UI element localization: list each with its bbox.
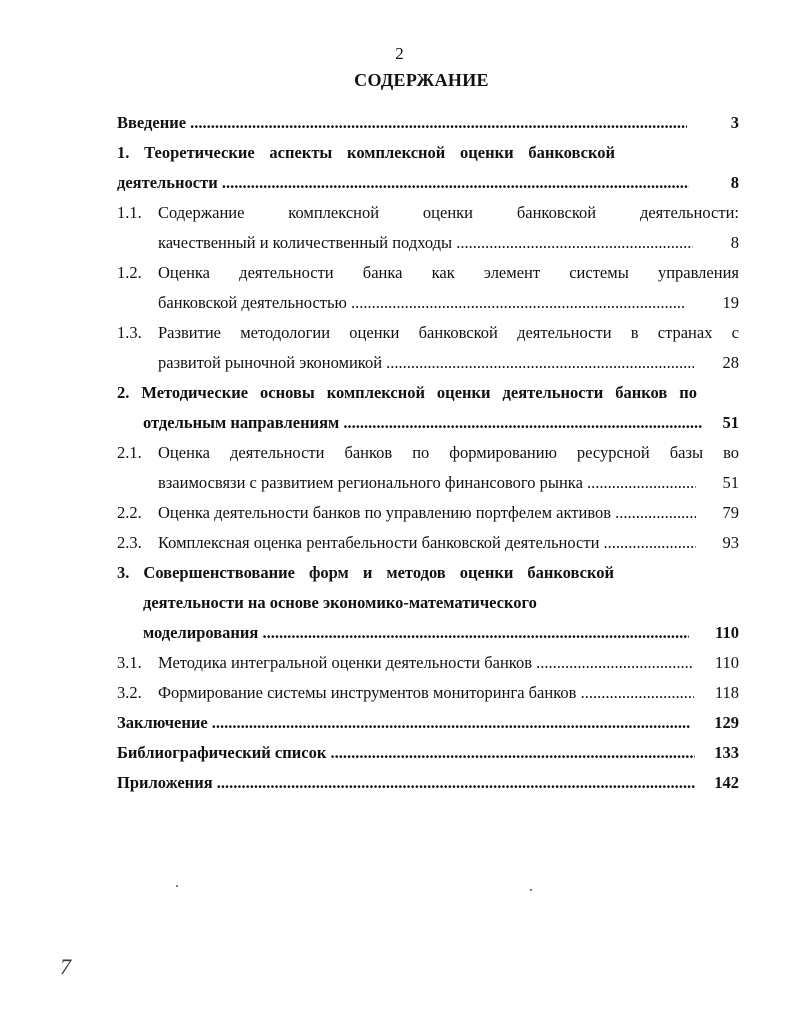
- toc-entry-text: Содержание комплексной оценки банковской деятельности:: [158, 203, 739, 222]
- toc-entry-number: 2.2.: [117, 503, 142, 522]
- toc-entry-page: 118: [714, 683, 739, 702]
- scan-speck: [530, 889, 532, 891]
- toc-chapter-2-line2: [117, 410, 739, 436]
- toc-entry-text: Оценка деятельности банка как элемент системы управления: [158, 263, 739, 282]
- toc-entry-number: 2.1.: [117, 443, 142, 462]
- toc-entry-text: Формирование системы инструментов мониторинга банков .....: [158, 680, 694, 706]
- toc-entry-text: Оценка деятельности банков по формированию ресурсной базы во: [158, 443, 739, 462]
- toc-section-2-3: [117, 530, 739, 556]
- toc-title: СОДЕРЖАНИЕ: [354, 70, 489, 90]
- toc-entry-page: 133: [714, 743, 739, 762]
- toc-entry-number: 1.2.: [117, 263, 142, 282]
- toc-entry-page: 129: [714, 713, 739, 732]
- toc-entry-text: Библиографический список .....: [117, 740, 695, 766]
- toc-entry-conclusion: [117, 710, 739, 736]
- toc-entry-bibliography: [117, 740, 739, 766]
- toc-entry-page: 142: [714, 773, 739, 792]
- toc-section-1-2-line2: [117, 290, 739, 316]
- toc-entry-page: 51: [722, 473, 739, 492]
- toc-entry-text: 1. Теоретические аспекты комплексной оценки банковской: [117, 143, 615, 162]
- toc-entry-page: 8: [730, 173, 739, 192]
- toc-entry-text: Заключение .....: [117, 710, 691, 736]
- toc-section-3-1: [117, 650, 739, 676]
- toc-section-2-1-line2: [117, 470, 739, 496]
- toc-entry-number: 2.3.: [117, 533, 142, 552]
- toc-entry-text: 3. Совершенствование форм и методов оценки банковской: [117, 563, 614, 582]
- toc-section-1-3-line1: [117, 320, 739, 346]
- toc-entry-page: 28: [722, 353, 739, 372]
- toc-entry-text: Приложения .....: [117, 770, 695, 796]
- page-number: 2: [395, 44, 404, 63]
- toc-entry-page: 93: [722, 533, 739, 552]
- toc-entry-text: деятельности .....: [117, 170, 689, 196]
- margin-mark: 7: [60, 954, 71, 979]
- toc-entry-text: отдельным направлениям .....: [143, 410, 703, 436]
- toc-entry-text: банковской деятельностью .....: [158, 290, 686, 316]
- toc-entry-text: Оценка деятельности банков по управлению портфелем активов .....: [158, 500, 696, 526]
- toc-entry-page: 8: [730, 233, 739, 252]
- toc-entry-number: 3.1.: [117, 653, 142, 672]
- toc-section-1-2-line1: [117, 260, 739, 286]
- toc-entry-number: 3.2.: [117, 683, 142, 702]
- toc-chapter-1-line1: [117, 140, 739, 166]
- toc-entry-page: 3: [730, 113, 739, 132]
- toc-chapter-3-line3: [117, 620, 739, 646]
- toc-section-1-1-line2: [117, 230, 739, 256]
- toc-entry-text: моделирования .....: [143, 620, 689, 646]
- toc-entry-page: 79: [722, 503, 739, 522]
- toc-section-3-2: [117, 680, 739, 706]
- toc-chapter-3-line1: [117, 560, 739, 586]
- toc-entry-text: Комплексная оценка рентабельности банковской деятельности .....: [158, 530, 696, 556]
- toc-entry-text: 2. Методические основы комплексной оценки деятельности банков по: [117, 383, 697, 402]
- toc-entry-number: 1.3.: [117, 323, 142, 342]
- toc-entry-number: 1.1.: [117, 203, 142, 222]
- toc-entry-page: 110: [714, 653, 739, 672]
- toc-section-2-1-line1: [117, 440, 739, 466]
- toc-section-2-2: [117, 500, 739, 526]
- toc-entry-text: деятельности на основе экономико-математического: [143, 593, 537, 612]
- toc-entry-text: качественный и количественный подходы .....: [158, 230, 693, 256]
- toc-chapter-1-line2: [117, 170, 739, 196]
- toc-entry-page: 19: [722, 293, 739, 312]
- toc-entry-text: Введение .....: [117, 110, 687, 136]
- toc-entry-text: развитой рыночной экономикой .....: [158, 350, 694, 376]
- toc-section-1-1-line1: [117, 200, 739, 226]
- toc-section-1-3-line2: [117, 350, 739, 376]
- toc-entry-text: Методика интегральной оценки деятельности банков .....: [158, 650, 694, 676]
- scan-speck: [176, 885, 178, 887]
- toc-entry-introduction: [117, 110, 739, 136]
- toc-chapter-2-line1: [117, 380, 739, 406]
- toc-entry-text: взаимосвязи с развитием регионального финансового рынка .....: [158, 470, 696, 496]
- toc-entry-page: 110: [715, 623, 739, 642]
- toc-entry-page: 51: [722, 413, 739, 432]
- toc-entry-appendices: [117, 770, 739, 796]
- toc-chapter-3-line2: [117, 590, 739, 616]
- toc-entry-text: Развитие методологии оценки банковской деятельности в странах с: [158, 323, 739, 342]
